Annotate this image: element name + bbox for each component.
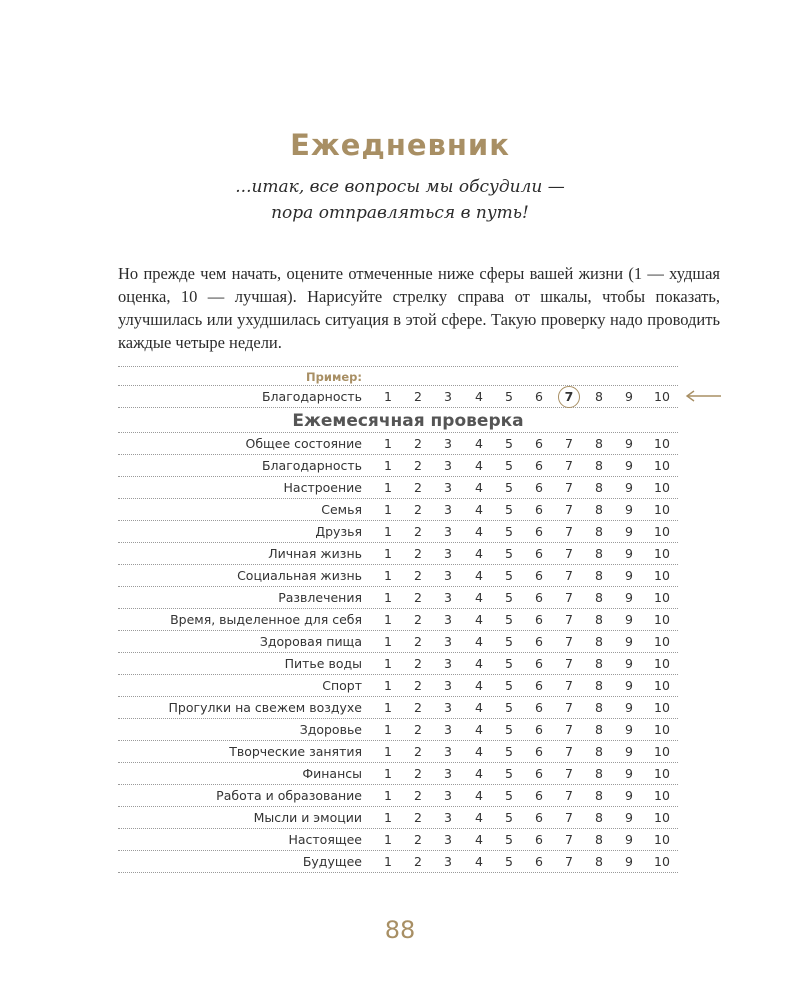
scale-number: 1 — [384, 722, 392, 737]
rating-scale — [376, 854, 678, 872]
scale-number: 6 — [535, 612, 543, 627]
scale-number: 6 — [535, 524, 543, 539]
scale-number: 4 — [475, 854, 483, 869]
scale-number: 4 — [475, 744, 483, 759]
scale-number: 2 — [414, 436, 422, 451]
scale-number: 4 — [475, 502, 483, 517]
subtitle-line-2: пора отправляться в путь! — [271, 203, 529, 223]
scale-number: 3 — [444, 546, 452, 561]
rating-scale — [376, 612, 678, 630]
scale-number: 5 — [505, 480, 513, 495]
rating-row-label: Социальная жизнь — [237, 568, 362, 583]
intro-paragraph: Но прежде чем начать, оцените отмеченные ниже сферы вашей жизни (1 — худшая оценка, 10 — лучшая). Нарисуйте стрелку справа от шкалы, чтобы показать, улучшилась или ухудшилась ситуация в этой сфере. Такую проверку надо проводить каждые четыре недели. — [118, 264, 720, 352]
rating-row — [118, 851, 678, 872]
example-label-row — [118, 367, 678, 385]
scale-number: 5 — [505, 854, 513, 869]
scale-number: 9 — [625, 788, 633, 803]
rating-row-label: Здоровье — [299, 722, 362, 737]
scale-number: 10 — [654, 612, 670, 627]
scale-number: 3 — [444, 722, 452, 737]
scale-number: 8 — [595, 722, 603, 737]
scale-number: 9 — [625, 854, 633, 869]
scale-number: 6 — [535, 766, 543, 781]
scale-number: 6 — [535, 458, 543, 473]
scale-number: 1 — [384, 612, 392, 627]
example-label: Пример: — [306, 370, 362, 384]
scale-number: 1 — [384, 546, 392, 561]
rating-scale — [376, 656, 678, 674]
scale-number: 10 — [654, 436, 670, 451]
scale-number: 6 — [535, 722, 543, 737]
circled-scale-number: 7 — [557, 389, 581, 404]
rating-scale — [376, 634, 678, 652]
scale-number: 3 — [444, 612, 452, 627]
scale-number: 4 — [475, 810, 483, 825]
scale-number: 9 — [625, 832, 633, 847]
scale-number: 3 — [444, 502, 452, 517]
scale-number: 4 — [475, 788, 483, 803]
scale-number: 8 — [595, 700, 603, 715]
scale-number: 6 — [535, 788, 543, 803]
scale-number: 10 — [654, 678, 670, 693]
scale-number: 1 — [384, 458, 392, 473]
scale-number: 7 — [565, 568, 573, 583]
rating-scale — [376, 766, 678, 784]
scale-number: 7 — [565, 854, 573, 869]
rating-row-label: Общее состояние — [245, 436, 362, 451]
scale-number: 8 — [595, 458, 603, 473]
scale-number: 2 — [414, 854, 422, 869]
scale-number: 9 — [625, 480, 633, 495]
rating-scale — [376, 524, 678, 542]
scale-number: 7 — [565, 590, 573, 605]
scale-number: 10 — [654, 458, 670, 473]
scale-number: 2 — [414, 524, 422, 539]
scale-number: 7 — [565, 722, 573, 737]
scale-number: 8 — [595, 788, 603, 803]
scale-number: 1 — [384, 854, 392, 869]
scale-number: 10 — [654, 502, 670, 517]
scale-number: 3 — [444, 766, 452, 781]
arrow-left-icon — [683, 389, 723, 403]
rating-row — [118, 433, 678, 454]
scale-number: 10 — [654, 546, 670, 561]
scale-number: 2 — [414, 568, 422, 583]
rating-row — [118, 829, 678, 850]
scale-number: 1 — [384, 568, 392, 583]
rating-row-label: Настроение — [283, 480, 362, 495]
rating-row — [118, 675, 678, 696]
scale-number: 6 — [535, 700, 543, 715]
scale-number: 9 — [625, 389, 633, 404]
rating-row — [118, 521, 678, 542]
rating-row — [118, 741, 678, 762]
scale-number: 3 — [444, 810, 452, 825]
scale-number: 2 — [414, 590, 422, 605]
rating-row-label: Спорт — [322, 678, 362, 693]
scale-number: 4 — [475, 612, 483, 627]
scale-number: 10 — [654, 389, 670, 404]
scale-number: 7 — [565, 678, 573, 693]
scale-number: 4 — [475, 389, 483, 404]
scale-number: 6 — [535, 832, 543, 847]
scale-number: 1 — [384, 524, 392, 539]
rating-scale — [376, 546, 678, 564]
scale-number: 8 — [595, 744, 603, 759]
scale-number: 4 — [475, 832, 483, 847]
rating-row-label: Семья — [321, 502, 362, 517]
scale-number: 7 — [565, 656, 573, 671]
scale-number: 3 — [444, 854, 452, 869]
scale-number: 4 — [475, 524, 483, 539]
scale-number: 3 — [444, 436, 452, 451]
rating-scale — [376, 436, 678, 454]
rating-scale — [376, 832, 678, 850]
scale-number: 5 — [505, 634, 513, 649]
scale-number: 10 — [654, 788, 670, 803]
scale-number: 5 — [505, 502, 513, 517]
rating-row-label: Прогулки на свежем воздухе — [168, 700, 362, 715]
scale-number: 5 — [505, 678, 513, 693]
rating-scale — [376, 502, 678, 520]
scale-number: 1 — [384, 480, 392, 495]
scale-number: 7 — [565, 832, 573, 847]
scale-number: 7 — [565, 744, 573, 759]
scale-number: 3 — [444, 480, 452, 495]
rating-row — [118, 587, 678, 608]
scale-number: 7 — [565, 788, 573, 803]
scale-number: 3 — [444, 744, 452, 759]
scale-number: 5 — [505, 524, 513, 539]
page-number: 88 — [384, 916, 416, 944]
scale-number: 2 — [414, 700, 422, 715]
scale-number: 8 — [595, 810, 603, 825]
rating-scale — [376, 568, 678, 586]
scale-number: 3 — [444, 590, 452, 605]
scale-number: 3 — [444, 524, 452, 539]
scale-number: 5 — [505, 656, 513, 671]
rating-row-label: Благодарность — [261, 458, 362, 473]
scale-number: 10 — [654, 590, 670, 605]
rating-scale — [376, 480, 678, 498]
scale-number: 1 — [384, 634, 392, 649]
scale-number: 5 — [505, 436, 513, 451]
scale-number: 7 — [565, 766, 573, 781]
scale-number: 8 — [595, 568, 603, 583]
scale-number: 6 — [535, 854, 543, 869]
scale-number: 1 — [384, 678, 392, 693]
rating-row — [118, 565, 678, 586]
scale-number: 4 — [475, 546, 483, 561]
scale-number: 5 — [505, 766, 513, 781]
scale-number: 6 — [535, 656, 543, 671]
scale-number: 3 — [444, 832, 452, 847]
scale-number: 9 — [625, 458, 633, 473]
scale-number: 1 — [384, 436, 392, 451]
scale-number: 4 — [475, 458, 483, 473]
rating-row-label: Личная жизнь — [268, 546, 362, 561]
scale-number: 8 — [595, 656, 603, 671]
rating-scale — [376, 590, 678, 608]
rating-scale — [376, 722, 678, 740]
scale-number: 9 — [625, 656, 633, 671]
rating-row — [118, 653, 678, 674]
scale-number: 1 — [384, 389, 392, 404]
scale-number: 6 — [535, 546, 543, 561]
scale-number: 1 — [384, 700, 392, 715]
scale-number: 2 — [414, 502, 422, 517]
rating-row-label: Финансы — [302, 766, 362, 781]
scale-number: 10 — [654, 810, 670, 825]
scale-number: 8 — [595, 546, 603, 561]
scale-number: 3 — [444, 568, 452, 583]
monthly-heading: Ежемесячная проверка — [292, 411, 524, 431]
dotted-divider — [118, 872, 678, 873]
scale-number: 9 — [625, 634, 633, 649]
rating-row — [118, 609, 678, 630]
rating-row-label: Мысли и эмоции — [253, 810, 362, 825]
scale-number: 4 — [475, 766, 483, 781]
scale-number: 10 — [654, 524, 670, 539]
scale-number: 2 — [414, 656, 422, 671]
scale-number: 4 — [475, 722, 483, 737]
scale-number: 4 — [475, 700, 483, 715]
scale-number: 9 — [625, 744, 633, 759]
scale-number: 3 — [444, 634, 452, 649]
rating-row — [118, 631, 678, 652]
scale-number: 10 — [654, 832, 670, 847]
scale-number: 2 — [414, 389, 422, 404]
scale-number: 2 — [414, 744, 422, 759]
rating-row-label: Будущее — [302, 854, 362, 869]
scale-number: 8 — [595, 678, 603, 693]
scale-number: 6 — [535, 389, 543, 404]
scale-number: 7 — [565, 502, 573, 517]
scale-number: 7 — [565, 700, 573, 715]
rating-row-label: Питье воды — [284, 656, 362, 671]
scale-number: 2 — [414, 458, 422, 473]
scale-number: 3 — [444, 678, 452, 693]
rating-row-label: Творческие занятия — [229, 744, 362, 759]
scale-number: 6 — [535, 568, 543, 583]
scale-number: 2 — [414, 634, 422, 649]
scale-number: 7 — [565, 458, 573, 473]
scale-number: 8 — [595, 766, 603, 781]
subtitle-line-1: ...итак, все вопросы мы обсудили — — [235, 177, 565, 197]
scale-number: 5 — [505, 700, 513, 715]
scale-number: 1 — [384, 788, 392, 803]
rating-row — [118, 543, 678, 564]
scale-number: 4 — [475, 590, 483, 605]
scale-number: 3 — [444, 458, 452, 473]
rating-row — [118, 785, 678, 806]
rating-table — [118, 366, 678, 873]
rating-row-label: Настоящее — [288, 832, 362, 847]
scale-number: 4 — [475, 568, 483, 583]
rating-row-label: Время, выделенное для себя — [170, 612, 362, 627]
scale-number: 8 — [595, 480, 603, 495]
scale-number: 9 — [625, 678, 633, 693]
scale-number: 6 — [535, 480, 543, 495]
rating-scale — [376, 788, 678, 806]
scale-number: 8 — [595, 389, 603, 404]
scale-number: 9 — [625, 700, 633, 715]
scale-number: 2 — [414, 810, 422, 825]
scale-number: 1 — [384, 832, 392, 847]
scale-number: 10 — [654, 744, 670, 759]
scale-number: 9 — [625, 766, 633, 781]
rating-row-label: Друзья — [315, 524, 362, 539]
scale-number: 8 — [595, 502, 603, 517]
scale-number: 5 — [505, 458, 513, 473]
scale-number: 1 — [384, 766, 392, 781]
scale-number: 2 — [414, 788, 422, 803]
monthly-rows — [118, 433, 678, 873]
rating-row-label: Здоровая пища — [259, 634, 362, 649]
rating-scale — [376, 810, 678, 828]
scale-number: 5 — [505, 788, 513, 803]
rating-row — [118, 763, 678, 784]
scale-number: 7 — [565, 480, 573, 495]
scale-number: 8 — [595, 436, 603, 451]
scale-number: 6 — [535, 590, 543, 605]
scale-number: 1 — [384, 590, 392, 605]
scale-number: 6 — [535, 436, 543, 451]
scale-number: 3 — [444, 700, 452, 715]
rating-row — [118, 807, 678, 828]
scale-number: 5 — [505, 744, 513, 759]
scale-number: 9 — [625, 590, 633, 605]
page-title: Ежедневник — [290, 128, 510, 162]
scale-number: 3 — [444, 788, 452, 803]
scale-number: 1 — [384, 656, 392, 671]
scale-number: 1 — [384, 502, 392, 517]
scale-number: 10 — [654, 634, 670, 649]
scale-number: 7 — [565, 436, 573, 451]
scale-number: 5 — [505, 722, 513, 737]
rating-scale — [376, 678, 678, 696]
scale-number: 5 — [505, 832, 513, 847]
scale-number: 10 — [654, 700, 670, 715]
scale-number: 7 — [565, 810, 573, 825]
scale-number: 8 — [595, 590, 603, 605]
scale-number: 8 — [595, 612, 603, 627]
scale-number: 7 — [565, 612, 573, 627]
scale-number: 3 — [444, 389, 452, 404]
scale-number: 8 — [595, 854, 603, 869]
rating-scale — [376, 700, 678, 718]
scale-number: 3 — [444, 656, 452, 671]
scale-number: 8 — [595, 634, 603, 649]
scale-number: 2 — [414, 766, 422, 781]
scale-number: 5 — [505, 389, 513, 404]
rating-row — [118, 697, 678, 718]
scale-number: 2 — [414, 480, 422, 495]
scale-number: 9 — [625, 568, 633, 583]
scale-number: 2 — [414, 832, 422, 847]
page-subtitle — [0, 174, 800, 226]
scale-number: 8 — [595, 832, 603, 847]
rating-row — [118, 455, 678, 476]
scale-number: 9 — [625, 436, 633, 451]
scale-number: 2 — [414, 678, 422, 693]
rating-scale — [376, 744, 678, 762]
scale-number: 10 — [654, 480, 670, 495]
scale-number: 9 — [625, 502, 633, 517]
example-scale — [376, 389, 678, 407]
scale-number: 10 — [654, 766, 670, 781]
scale-number: 9 — [625, 524, 633, 539]
scale-number: 5 — [505, 546, 513, 561]
scale-number: 1 — [384, 810, 392, 825]
scale-number: 6 — [535, 810, 543, 825]
rating-row-label: Развлечения — [278, 590, 362, 605]
scale-number: 4 — [475, 656, 483, 671]
scale-number: 6 — [535, 634, 543, 649]
example-row-label: Благодарность — [261, 389, 362, 404]
scale-number: 6 — [535, 744, 543, 759]
scale-number: 10 — [654, 722, 670, 737]
scale-number: 9 — [625, 722, 633, 737]
scale-number: 6 — [535, 502, 543, 517]
scale-number: 5 — [505, 612, 513, 627]
scale-number: 5 — [505, 590, 513, 605]
scale-number: 4 — [475, 436, 483, 451]
scale-number: 2 — [414, 546, 422, 561]
scale-number: 8 — [595, 524, 603, 539]
example-row — [118, 386, 678, 407]
scale-number: 10 — [654, 568, 670, 583]
scale-number: 7 — [565, 546, 573, 561]
scale-number: 10 — [654, 656, 670, 671]
scale-number: 9 — [625, 546, 633, 561]
scale-number: 10 — [654, 854, 670, 869]
rating-row-label: Работа и образование — [216, 788, 362, 803]
rating-row — [118, 477, 678, 498]
scale-number: 6 — [535, 678, 543, 693]
scale-number: 4 — [475, 678, 483, 693]
scale-number: 1 — [384, 744, 392, 759]
rating-row — [118, 719, 678, 740]
scale-number: 9 — [625, 612, 633, 627]
scale-number: 4 — [475, 480, 483, 495]
scale-number: 2 — [414, 612, 422, 627]
scale-number: 4 — [475, 634, 483, 649]
scale-number: 2 — [414, 722, 422, 737]
scale-number: 5 — [505, 810, 513, 825]
scale-number: 5 — [505, 568, 513, 583]
scale-number: 7 — [565, 524, 573, 539]
scale-number: 9 — [625, 810, 633, 825]
rating-row — [118, 499, 678, 520]
scale-number: 7 — [565, 634, 573, 649]
section-heading-row — [118, 408, 678, 432]
rating-scale — [376, 458, 678, 476]
